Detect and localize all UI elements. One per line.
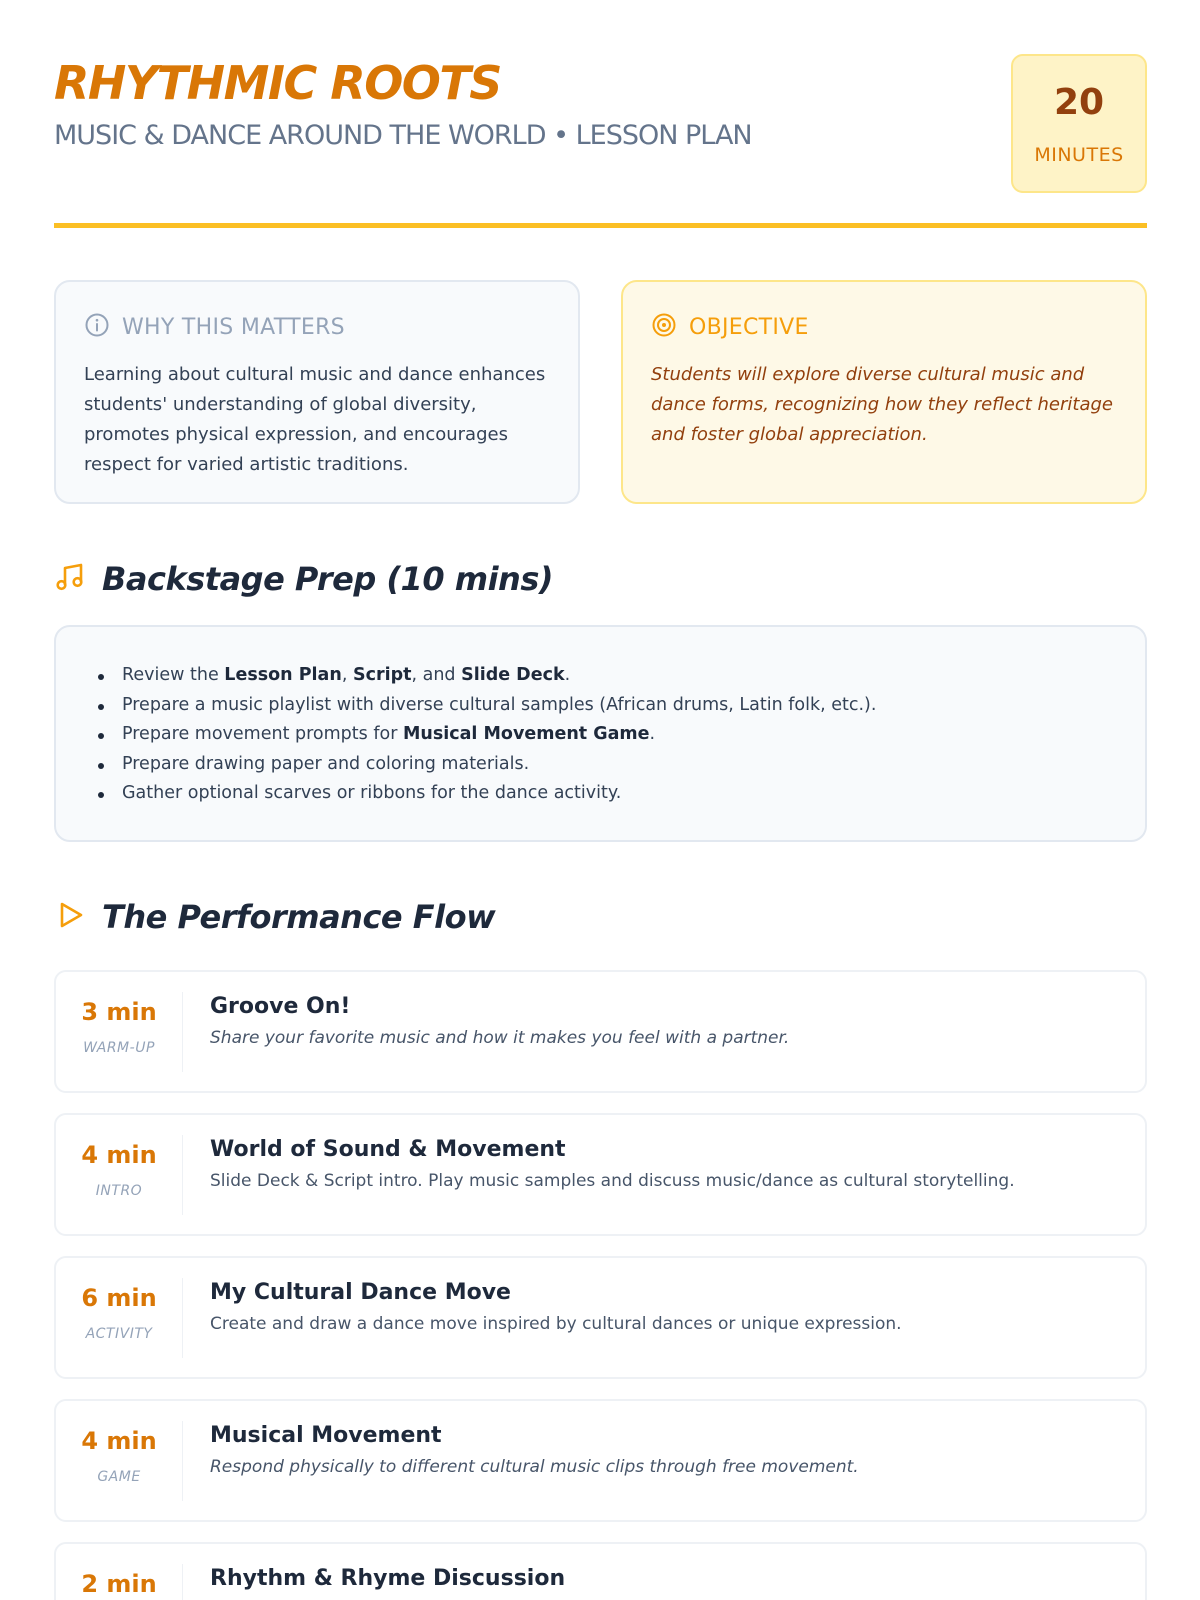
header xyxy=(54,0,1147,228)
list-text: Prepare movement prompts for xyxy=(122,724,403,745)
list-item: Gather optional scarves or ribbons for the dance activity. xyxy=(122,779,1105,809)
flow-step xyxy=(54,1542,1147,1600)
flow-step-duration: 4 min xyxy=(81,1141,157,1169)
objective-card xyxy=(621,280,1147,504)
play-icon xyxy=(54,899,86,935)
prep-heading: Backstage Prep (10 mins) xyxy=(102,560,553,598)
duration-label: MINUTES xyxy=(1034,144,1124,166)
duration-badge xyxy=(1011,54,1147,193)
flow-step-timing xyxy=(56,992,183,1072)
flow-step-duration: 6 min xyxy=(81,1284,157,1312)
why-body: Learning about cultural music and dance enhances students' understanding of global diversity, promotes physical expression, and encourages respect for varied artistic traditions. xyxy=(84,364,546,475)
prep-section-header xyxy=(54,560,553,598)
flow-step-duration: 3 min xyxy=(81,998,157,1026)
objective-body: Students will explore diverse cultural music and dance forms, recognizing how they reflect heritage and foster global appreciation. xyxy=(651,364,1113,445)
list-text: . xyxy=(649,724,656,745)
objective-heading: OBJECTIVE xyxy=(689,314,809,340)
list-text: Review the xyxy=(122,665,225,685)
info-cards xyxy=(54,280,1147,504)
flow-step-tag: GAME xyxy=(97,1469,141,1485)
lesson-plan-page xyxy=(54,0,1147,1598)
flow-step xyxy=(54,1256,1147,1379)
page-subtitle: MUSIC & DANCE AROUND THE WORLD • LESSON PLAN xyxy=(54,120,752,151)
list-item: Prepare a music playlist with diverse cultural samples (African drums, Latin folk, etc.). xyxy=(122,691,1105,721)
why-heading: WHY THIS MATTERS xyxy=(122,314,345,340)
flow-step-duration: 4 min xyxy=(81,1427,157,1455)
list-item xyxy=(122,661,1105,691)
flow-step-description: Share your favorite music and how it makes you feel with a partner. xyxy=(210,1028,790,1048)
flow-step-description: Respond physically to different cultural music clips through free movement. xyxy=(210,1457,859,1477)
page-title: RHYTHMIC ROOTS xyxy=(54,56,501,110)
flow-step-title: Rhythm & Rhyme Discussion xyxy=(210,1566,566,1591)
target-icon xyxy=(651,312,677,342)
music-note-icon xyxy=(54,561,86,597)
flow-step-description: Create and draw a dance move inspired by cultural dances or unique expression. xyxy=(210,1314,902,1334)
flow-step-title: World of Sound & Movement xyxy=(210,1137,566,1162)
flow-step-title: Musical Movement xyxy=(210,1423,442,1448)
flow-step xyxy=(54,1113,1147,1236)
list-text: , xyxy=(341,665,353,685)
flow-step xyxy=(54,1399,1147,1522)
flow-step-duration: 2 min xyxy=(81,1570,157,1598)
prep-box xyxy=(54,625,1147,842)
duration-value: 20 xyxy=(1053,82,1105,123)
flow-step-title: Groove On! xyxy=(210,994,351,1019)
prep-list xyxy=(122,661,1105,809)
objective-card-header xyxy=(651,312,1117,342)
list-item: Prepare drawing paper and coloring materials. xyxy=(122,750,1105,780)
flow-step-tag: WARM-UP xyxy=(83,1040,155,1056)
list-text: , and xyxy=(411,665,462,685)
list-bold-text: Musical Movement Game xyxy=(402,724,650,745)
flow-step-tag: INTRO xyxy=(95,1183,143,1199)
list-bold-text: Slide Deck xyxy=(461,665,565,685)
flow-list xyxy=(54,970,1147,1600)
flow-step xyxy=(54,970,1147,1093)
flow-heading: The Performance Flow xyxy=(102,898,496,936)
why-card-header xyxy=(84,312,550,342)
list-item xyxy=(122,720,1105,750)
flow-step-timing xyxy=(56,1421,183,1501)
flow-step-title: My Cultural Dance Move xyxy=(210,1280,511,1305)
list-text: . xyxy=(564,665,571,685)
list-bold-text: Script xyxy=(352,665,412,685)
flow-section-header xyxy=(54,898,495,936)
flow-step-tag: ACTIVITY xyxy=(85,1326,153,1342)
flow-step-timing xyxy=(56,1135,183,1215)
flow-step-description: Slide Deck & Script intro. Play music samples and discuss music/dance as cultural storytelling. xyxy=(210,1171,1015,1191)
list-bold-text: Lesson Plan xyxy=(224,665,342,685)
flow-step-timing xyxy=(56,1278,183,1358)
flow-step-timing xyxy=(56,1564,183,1600)
why-card xyxy=(54,280,580,504)
info-icon xyxy=(84,312,110,342)
